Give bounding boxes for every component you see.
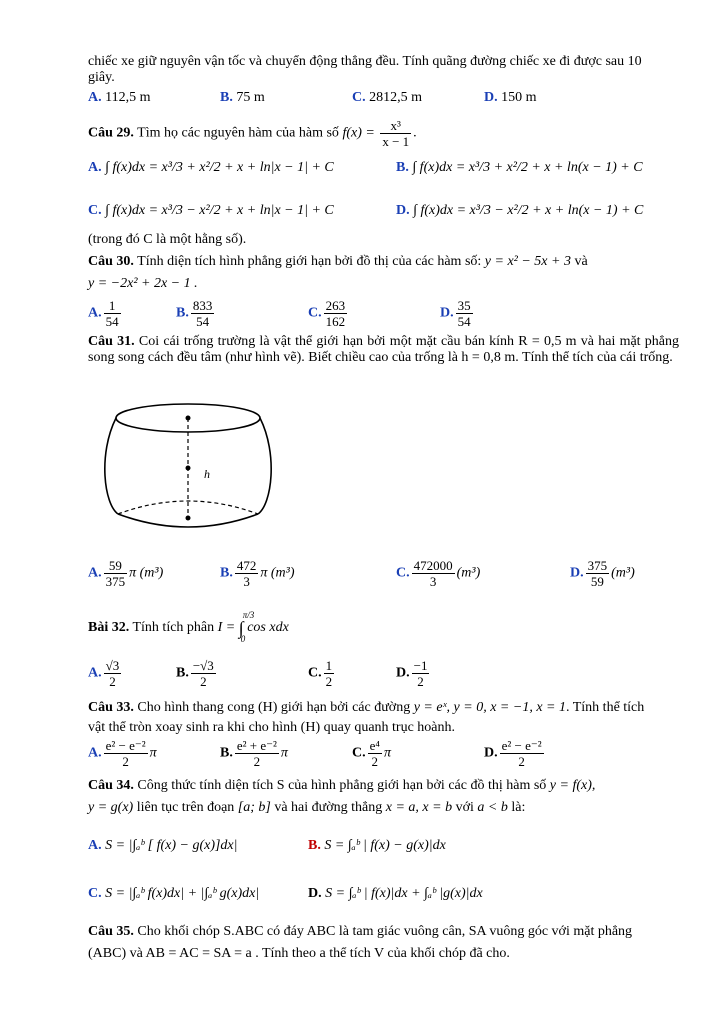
intro-option-a: A. 112,5 m (88, 90, 151, 105)
q35-line-2: (ABC) và AB = AC = SA = a . Tính theo a thể tích V của khối chóp đã cho. (88, 946, 510, 961)
q30-option-a: A. $\frac{1}{54}$ (88, 298, 119, 329)
q29-stem: Câu 29. Tìm họ các nguyên hàm của hàm số f(x) = $\frac{\text{x³}}{x - 1}$ . (88, 118, 417, 149)
q35-title: Câu 35. (88, 924, 134, 939)
q30-option-c: C. $\frac{263}{162}$ (308, 298, 346, 329)
q32-option-b: B. $\frac{-√3}{2}$ (176, 658, 214, 689)
q34-line-2: y = g(x) liên tục trên đoạn [a; b] và hai đường thẳng x = a, x = b với a < b là: (88, 800, 526, 815)
q30-option-b: B. $\frac{833}{54}$ (176, 298, 213, 329)
q29-option-b: B. ∫ f(x)dx = x³/3 + x²/2 + x + ln(x − 1) + C (396, 160, 643, 175)
figure-label-h: h (204, 467, 210, 481)
q29-option-c: C. ∫ f(x)dx = x³/3 − x²/2 + x + ln|x − 1| + C (88, 203, 334, 218)
q31-stem: Câu 31. Coi cái trống trường là vật thể giới hạn bởi một mặt cầu bán kính R = 0,5 m và hai mặt phẳng song song cách đều tâm (như hình vẽ). Biết chiều cao của trống là h = 0,8 m. Tính thể tích của cái trống. (88, 334, 680, 365)
drum-figure (100, 384, 280, 544)
q33-line-2: vật thể tròn xoay sinh ra khi cho hình (H) quay quanh trục hoành. (88, 720, 456, 735)
q33-option-a: A. $\frac{\text{e² − e⁻²}}{2}$ π (88, 738, 157, 769)
q31-option-c: C. $\frac{472000}{3}$ (m³) (396, 558, 481, 589)
q33-option-d: D. $\frac{\text{e² − e⁻²}}{2}$ (484, 738, 542, 769)
q32-title: Bài 32. (88, 620, 130, 636)
intro-line-1: chiếc xe giữ nguyên vận tốc và chuyển động thẳng đều. Tính quãng đường chiếc xe đi được sau 10 (88, 54, 642, 69)
intro-option-d: D. 150 m (484, 90, 537, 105)
q32-option-d: D. $\frac{-1}{2}$ (396, 658, 428, 689)
q32-option-a: A. $\frac{√3}{2}$ (88, 658, 120, 689)
q31-option-a: A. $\frac{59}{375}$ π (m³) (88, 558, 164, 589)
q33-option-b: B. $\frac{\text{e² + e⁻²}}{2}$ π (220, 738, 288, 769)
q32-option-c: C. $\frac{1}{2}$ (308, 658, 333, 689)
q30-option-d: D. $\frac{35}{54}$ (440, 298, 471, 329)
q29-option-d: D. ∫ f(x)dx = x³/3 − x²/2 + x + ln(x − 1) + C (396, 203, 644, 218)
q34-option-c: C. S = |∫ₐᵇ f(x)dx| + |∫ₐᵇ g(x)dx| (88, 886, 260, 901)
q31-option-d: D. $\frac{375}{59}$ (m³) (570, 558, 635, 589)
q29-fraction: $\frac{\text{x³}}{x - 1}$ (382, 118, 410, 149)
q30-stem: Câu 30. Tính diện tích hình phẳng giới hạn bởi đồ thị của các hàm số: y = x² − 5x + 3 và (88, 254, 588, 269)
q34-option-a: A. S = |∫ₐᵇ [ f(x) − g(x)]dx| (88, 838, 238, 853)
q31-option-b: B. $\frac{472}{3}$ π (m³) (220, 558, 295, 589)
q33-stem: Câu 33. Cho hình thang cong (H) giới hạn bởi các đường y = eˣ, y = 0, x = −1, x = 1. Tính thể tích (88, 700, 645, 715)
q29-title: Câu 29. (88, 125, 134, 141)
q34-title: Câu 34. (88, 778, 134, 793)
q32-stem: Bài 32. Tính tích phân I = π/3 ∫ 0 cos xdx (88, 610, 289, 645)
q29-note: (trong đó C là một hằng số). (88, 232, 247, 247)
q34-stem: Câu 34. Công thức tính diện tích S của hình phẳng giới hạn bởi các đồ thị hàm số y = f(x), (88, 778, 596, 793)
q30-title: Câu 30. (88, 254, 134, 269)
q30-eq2: y = −2x² + 2x − 1 . (88, 276, 198, 291)
q33-option-c: C. $\frac{\text{e⁴}}{2}$ π (352, 738, 391, 769)
intro-line-2: giây. (88, 70, 115, 85)
q33-title: Câu 33. (88, 700, 134, 715)
q31-title: Câu 31. (88, 334, 135, 349)
q29-option-a: A. ∫ f(x)dx = x³/3 + x²/2 + x + ln|x − 1| + C (88, 160, 334, 175)
q35-stem: Câu 35. Cho khối chóp S.ABC có đáy ABC là tam giác vuông cân, SA vuông góc với mặt phẳng (88, 924, 633, 939)
q34-option-d: D. S = ∫ₐᵇ | f(x)|dx + ∫ₐᵇ |g(x)|dx (308, 886, 483, 901)
q34-option-b: B. S = ∫ₐᵇ | f(x) − g(x)|dx (308, 838, 446, 853)
intro-option-c: C. 2812,5 m (352, 90, 423, 105)
intro-option-b: B. 75 m (220, 90, 265, 105)
